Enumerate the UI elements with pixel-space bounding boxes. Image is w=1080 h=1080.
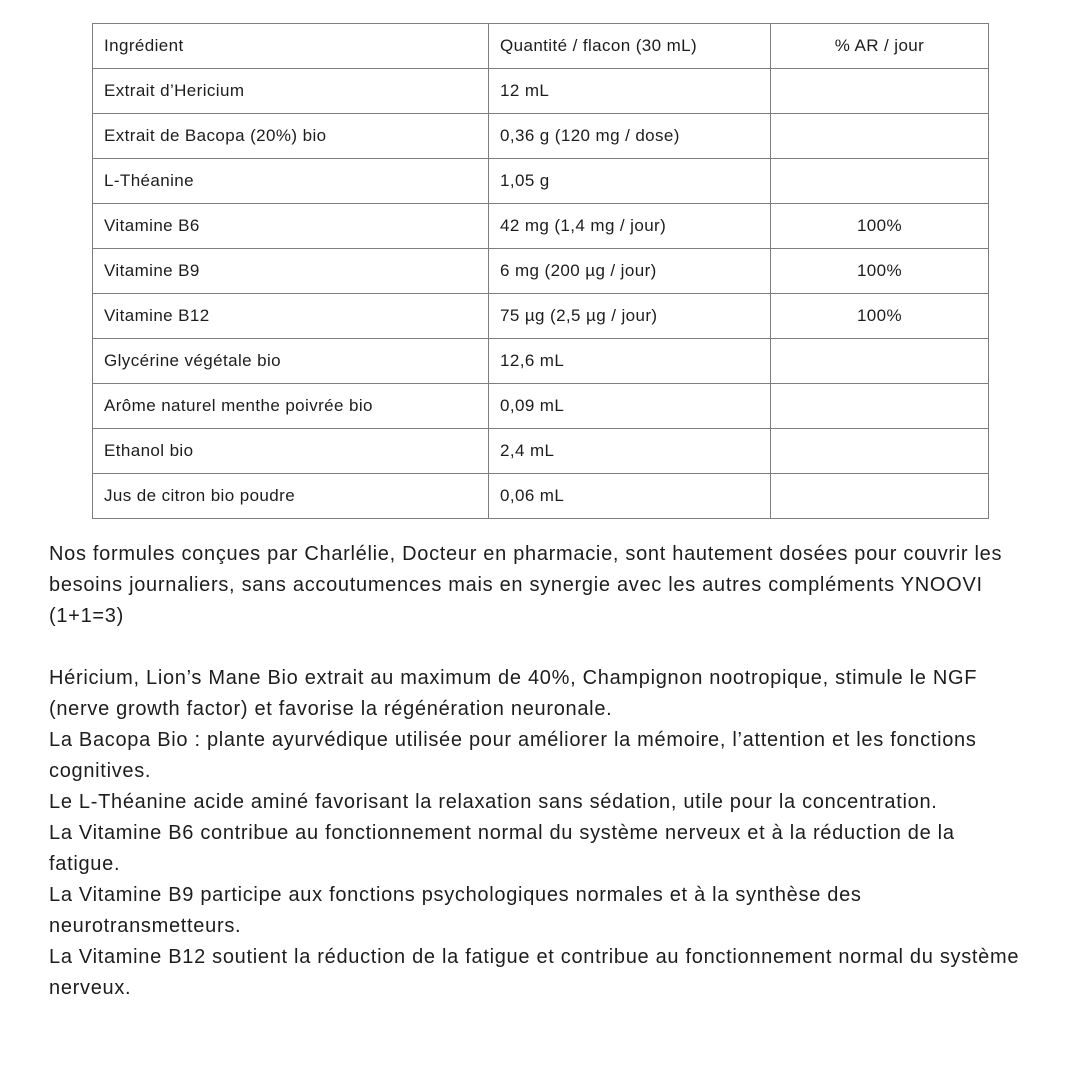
detail-sentence: Héricium, Lion’s Mane Bio extrait au maximum de 40%, Champignon nootropique, stimule le NGF (nerve growth factor) et favorise la régénération neuronale. (49, 667, 978, 720)
ingredient-details (49, 663, 1024, 1004)
quantity-cell: 42 mg (1,4 mg / jour) (489, 204, 771, 249)
detail-sentence: La Vitamine B6 contribue au fonctionnement normal du système nerveux et à la réduction de la fatigue. (49, 822, 955, 875)
intro-paragraph: Nos formules conçues par Charlélie, Docteur en pharmacie, sont hautement dosées pour couvrir les besoins journaliers, sans accoutumences mais en synergie avec les autres compléments YNOOVI (1+1=3) (49, 543, 1003, 627)
ingredient-cell: Vitamine B12 (93, 294, 489, 339)
table-row (93, 69, 989, 114)
quantity-cell: 12,6 mL (489, 339, 771, 384)
quantity-cell: 2,4 mL (489, 429, 771, 474)
detail-sentence: La Bacopa Bio : plante ayurvédique utilisée pour améliorer la mémoire, l’attention et les fonctions cognitives. (49, 729, 977, 782)
ar-per-day-cell (771, 159, 989, 204)
ingredient-cell: Arôme naturel menthe poivrée bio (93, 384, 489, 429)
quantity-cell: 6 mg (200 µg / jour) (489, 249, 771, 294)
ar-per-day-cell (771, 474, 989, 519)
col-header-quantity: Quantité / flacon (30 mL) (489, 24, 771, 69)
ingredient-cell: Ethanol bio (93, 429, 489, 474)
table-row (93, 429, 989, 474)
quantity-cell: 0,36 g (120 mg / dose) (489, 114, 771, 159)
ingredient-cell: Extrait de Bacopa (20%) bio (93, 114, 489, 159)
col-header-ingredient: Ingrédient (93, 24, 489, 69)
quantity-cell: 0,09 mL (489, 384, 771, 429)
table-row (93, 384, 989, 429)
table-row (93, 249, 989, 294)
ar-per-day-cell (771, 339, 989, 384)
ar-per-day-cell (771, 429, 989, 474)
ingredient-table-section (92, 23, 989, 519)
table-row (93, 114, 989, 159)
detail-sentence: Le L-Théanine acide aminé favorisant la relaxation sans sédation, utile pour la concentration. (49, 791, 938, 813)
ar-per-day-cell (771, 114, 989, 159)
table-header-row (93, 24, 989, 69)
description-section (49, 539, 1024, 1004)
ar-per-day-cell: 100% (771, 249, 989, 294)
ar-per-day-cell (771, 384, 989, 429)
ar-per-day-cell (771, 69, 989, 114)
table-row (93, 204, 989, 249)
ar-per-day-cell: 100% (771, 294, 989, 339)
table-row (93, 339, 989, 384)
ingredient-cell: L-Théanine (93, 159, 489, 204)
quantity-cell: 1,05 g (489, 159, 771, 204)
ingredient-cell: Jus de citron bio poudre (93, 474, 489, 519)
col-header-ar-per-day: % AR / jour (771, 24, 989, 69)
detail-sentence: La Vitamine B12 soutient la réduction de la fatigue et contribue au fonctionnement normal du système nerveux. (49, 946, 1020, 999)
ingredient-cell: Extrait d’Hericium (93, 69, 489, 114)
ingredient-cell: Glycérine végétale bio (93, 339, 489, 384)
ingredients-table (92, 23, 989, 519)
quantity-cell: 12 mL (489, 69, 771, 114)
ingredient-cell: Vitamine B6 (93, 204, 489, 249)
ar-per-day-cell: 100% (771, 204, 989, 249)
quantity-cell: 0,06 mL (489, 474, 771, 519)
quantity-cell: 75 µg (2,5 µg / jour) (489, 294, 771, 339)
table-row (93, 159, 989, 204)
detail-sentence: La Vitamine B9 participe aux fonctions psychologiques normales et à la synthèse des neurotransmetteurs. (49, 884, 862, 937)
table-row (93, 474, 989, 519)
ingredient-cell: Vitamine B9 (93, 249, 489, 294)
table-row (93, 294, 989, 339)
